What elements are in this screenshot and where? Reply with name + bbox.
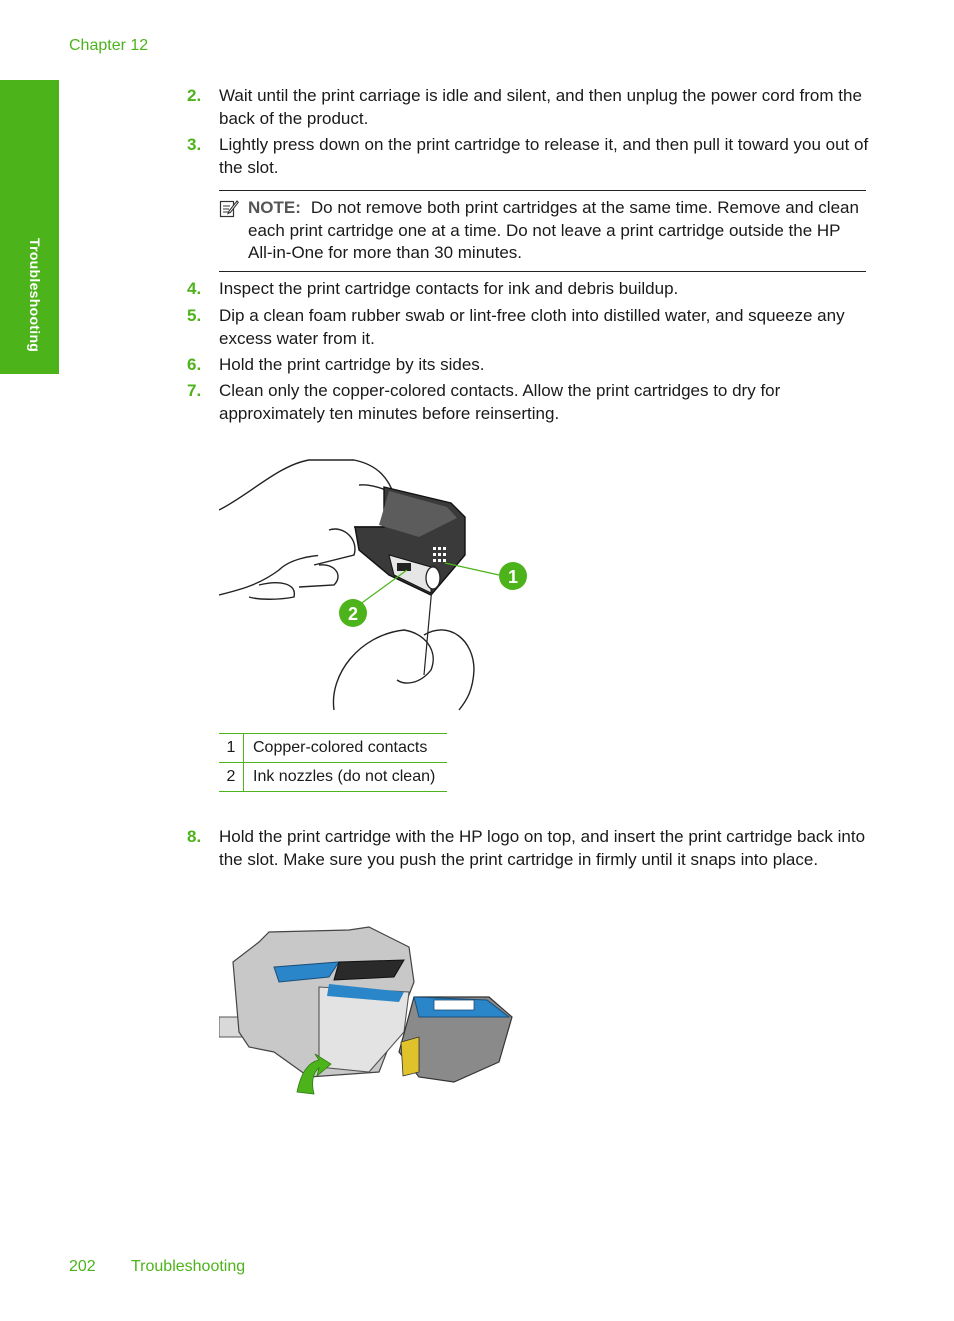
legend-number: 2 xyxy=(219,763,244,792)
step-6 xyxy=(187,354,877,377)
step-3 xyxy=(187,134,877,179)
step-text: Inspect the print cartridge contacts for ink and debris buildup. xyxy=(219,279,679,298)
insert-cartridge-illustration xyxy=(219,922,519,1102)
step-8 xyxy=(187,826,877,871)
step-number: 6. xyxy=(187,355,202,374)
step-2 xyxy=(187,85,877,130)
step-number: 3. xyxy=(187,135,202,154)
legend-row xyxy=(219,763,447,792)
note-body: Do not remove both print cartridges at the same time. Remove and clean each print cartridge one at a time. Do not leave a print cartridge outside the HP All-in-One for more than 30 minutes. xyxy=(248,198,859,262)
footer-section: Troubleshooting xyxy=(131,1258,246,1275)
callout-1 xyxy=(499,562,527,590)
note-label: NOTE: xyxy=(248,198,301,217)
step-4 xyxy=(187,278,877,301)
step-number: 2. xyxy=(187,86,202,105)
note-text xyxy=(248,197,866,265)
step-number: 5. xyxy=(187,306,202,325)
legend-row xyxy=(219,734,447,763)
page-number: 202 xyxy=(69,1258,96,1275)
legend-number: 1 xyxy=(219,734,244,763)
step-7 xyxy=(187,380,877,425)
step-number: 8. xyxy=(187,827,202,846)
new-cartridge xyxy=(399,997,512,1082)
step-5 xyxy=(187,305,877,350)
chapter-heading: Chapter 12 xyxy=(69,37,149,54)
step-text: Hold the print cartridge with the HP logo on top, and insert the print cartridge back into the slot. Make sure you push the print cartridge in firmly until it snaps into place. xyxy=(219,827,866,869)
legend-description: Ink nozzles (do not clean) xyxy=(244,763,448,792)
legend-description: Copper-colored contacts xyxy=(244,734,448,763)
svg-text:2: 2 xyxy=(347,604,359,624)
step-number: 7. xyxy=(187,381,202,400)
step-text: Hold the print cartridge by its sides. xyxy=(219,355,485,374)
cleaning-cartridge-illustration xyxy=(219,455,539,715)
note-box xyxy=(219,190,866,272)
side-tab-label: Troubleshooting xyxy=(27,238,43,353)
note-icon xyxy=(219,199,239,219)
step-text: Lightly press down on the print cartridge to release it, and then pull it toward you out of the slot. xyxy=(219,135,869,177)
step-text: Wait until the print carriage is idle and silent, and then unplug the power cord from the back of the product. xyxy=(219,86,862,128)
callout-2 xyxy=(339,599,367,627)
step-text: Clean only the copper-colored contacts. Allow the print cartridges to dry for approximately ten minutes before reinserting. xyxy=(219,381,781,423)
step-text: Dip a clean foam rubber swab or lint-free cloth into distilled water, and squeeze any excess water from it. xyxy=(219,306,845,348)
step-number: 4. xyxy=(187,279,202,298)
svg-text:1: 1 xyxy=(507,567,519,587)
legend-table xyxy=(219,733,447,792)
